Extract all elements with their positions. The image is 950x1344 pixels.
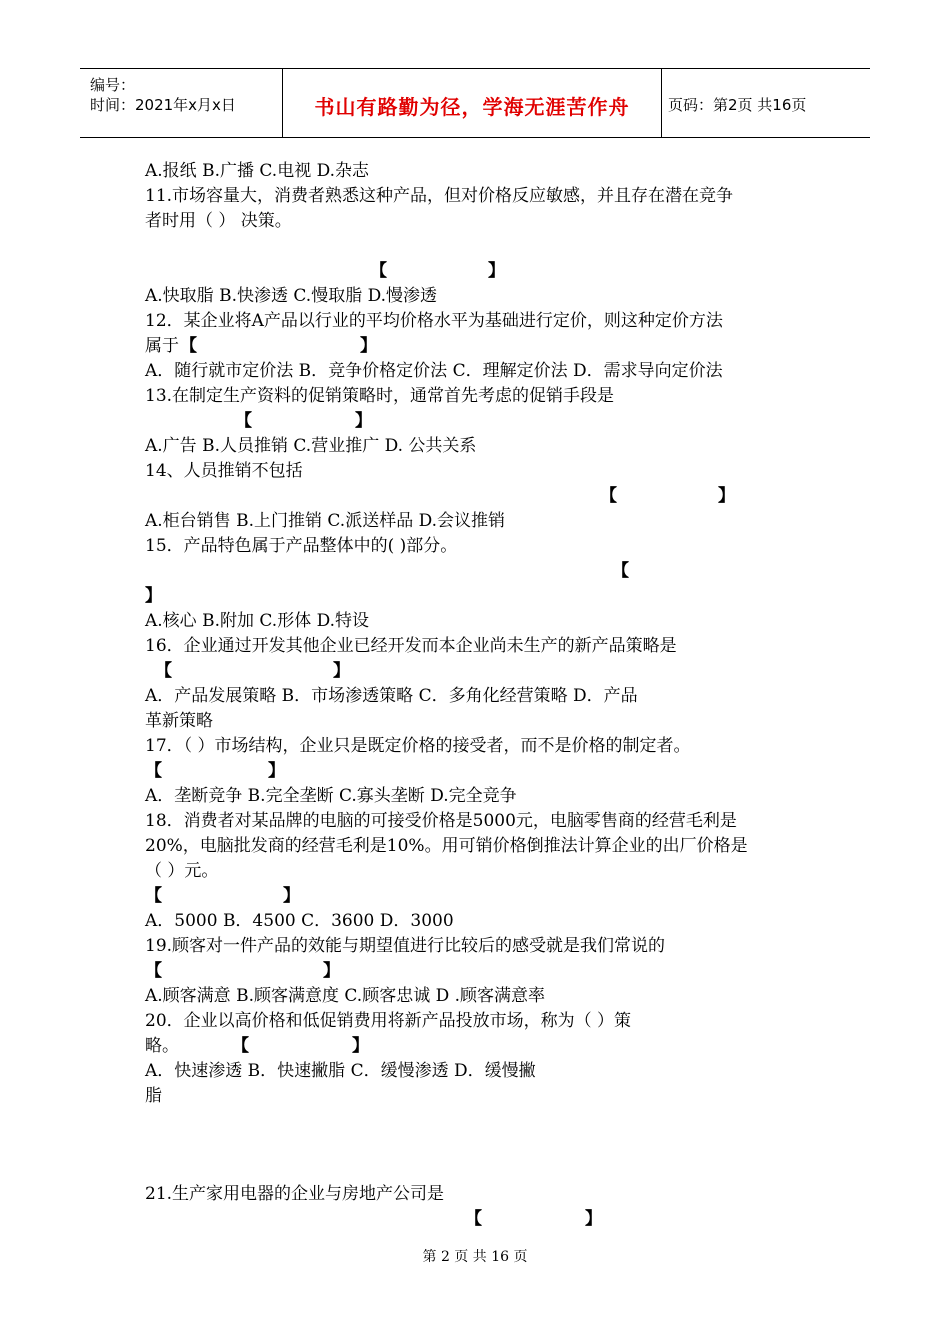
text-line: A.顾客满意 B.顾客满意度 C.顾客忠诚 D .顾客满意率 <box>145 986 546 1006</box>
text-line: A．产品发展策略 B．市场渗透策略 C．多角化经营策略 D．产品 <box>145 686 638 706</box>
answer-bracket-close: 】 <box>145 586 162 606</box>
text-line: 革新策略 <box>145 711 213 731</box>
text-line: 21.生产家用电器的企业与房地产公司是 <box>145 1184 445 1204</box>
answer-bracket-open: 【 <box>465 1209 482 1229</box>
text-line: 属于 <box>145 336 179 356</box>
answer-bracket-open: 【 <box>145 761 162 781</box>
page-info: 页码：第2页 共16页 <box>668 96 807 114</box>
answer-bracket-open: 【 <box>235 411 252 431</box>
text-line: A．随行就市定价法 B．竞争价格定价法 C．理解定价法 D．需求导向定价法 <box>145 361 723 381</box>
text-line: 13.在制定生产资料的促销策略时，通常首先考虑的促销手段是 <box>145 386 615 406</box>
text-line: 20%，电脑批发商的经营毛利是10%。用可销价格倒推法计算企业的出厂价格是 <box>145 836 748 856</box>
answer-bracket-open: 【 <box>180 336 197 356</box>
header-motto-cell <box>282 69 662 137</box>
answer-bracket-open: 【 <box>145 886 162 906</box>
answer-bracket-close: 】 <box>323 961 340 981</box>
text-line: 15．产品特色属于产品整体中的( )部分。 <box>145 536 458 556</box>
text-line: 略。 <box>145 1036 179 1056</box>
page-footer: 第 2 页 共 16 页 <box>422 1249 528 1265</box>
text-line: 11.市场容量大，消费者熟悉这种产品，但对价格反应敏感，并且存在潜在竞争 <box>145 186 734 206</box>
answer-bracket-close: 】 <box>283 886 300 906</box>
number-label: 编号： <box>90 76 136 94</box>
text-line: 14、人员推销不包括 <box>145 461 303 481</box>
answer-bracket-close: 】 <box>355 411 372 431</box>
page-header <box>80 68 870 138</box>
text-line: A．快速渗透 B．快速撇脂 C．缓慢渗透 D．缓慢撇 <box>145 1061 536 1081</box>
text-line: A.核心 B.附加 C.形体 D.特设 <box>145 611 370 631</box>
text-line: 20．企业以高价格和低促销费用将新产品投放市场，称为（ ）策 <box>145 1011 632 1031</box>
text-line: 者时用（ ） 决策。 <box>145 211 292 231</box>
header-page-cell <box>662 69 870 137</box>
answer-bracket-close: 】 <box>333 661 350 681</box>
text-line: A．垄断竞争 B.完全垄断 C.寡头垄断 D.完全竞争 <box>145 786 517 806</box>
answer-bracket-close: 】 <box>488 261 505 281</box>
text-line: 脂 <box>145 1086 162 1106</box>
text-line: A.广告 B.人员推销 C.营业推广 D. 公共关系 <box>145 436 477 456</box>
answer-bracket-open: 【 <box>155 661 172 681</box>
text-line: A．5000 B．4500 C．3600 D．3000 <box>145 911 454 931</box>
text-line: 12．某企业将A产品以行业的平均价格水平为基础进行定价，则这种定价方法 <box>145 311 723 331</box>
text-line: 18．消费者对某品牌的电脑的可接受价格是5000元，电脑零售商的经营毛利是 <box>145 811 737 831</box>
date-label: 时间：2021年x月x日 <box>90 96 236 114</box>
text-line: （ ）元。 <box>145 861 219 881</box>
text-line: A.柜台销售 B.上门推销 C.派送样品 D.会议推销 <box>145 511 506 531</box>
answer-bracket-close: 】 <box>360 336 377 356</box>
text-line: 19.顾客对一件产品的效能与期望值进行比较后的感受就是我们常说的 <box>145 936 666 956</box>
answer-bracket-open: 【 <box>612 561 629 581</box>
answer-bracket-open: 【 <box>370 261 387 281</box>
answer-bracket-close: 】 <box>268 761 285 781</box>
answer-bracket-close: 】 <box>718 486 735 506</box>
text-line: A.报纸 B.广播 C.电视 D.杂志 <box>145 161 370 181</box>
text-line: A.快取脂 B.快渗透 C.慢取脂 D.慢渗透 <box>145 286 438 306</box>
answer-bracket-close: 】 <box>585 1209 602 1229</box>
answer-bracket-open: 【 <box>145 961 162 981</box>
text-line: 16．企业通过开发其他企业已经开发而本企业尚未生产的新产品策略是 <box>145 636 677 656</box>
header-meta-cell <box>80 69 282 137</box>
answer-bracket-open: 【 <box>232 1036 249 1056</box>
answer-bracket-open: 【 <box>600 486 617 506</box>
motto: 书山有路勤为径，学海无涯苦作舟 <box>314 95 630 119</box>
answer-bracket-close: 】 <box>352 1036 369 1056</box>
text-line: 17．（ ）市场结构，企业只是既定价格的接受者，而不是价格的制定者。 <box>145 736 691 756</box>
